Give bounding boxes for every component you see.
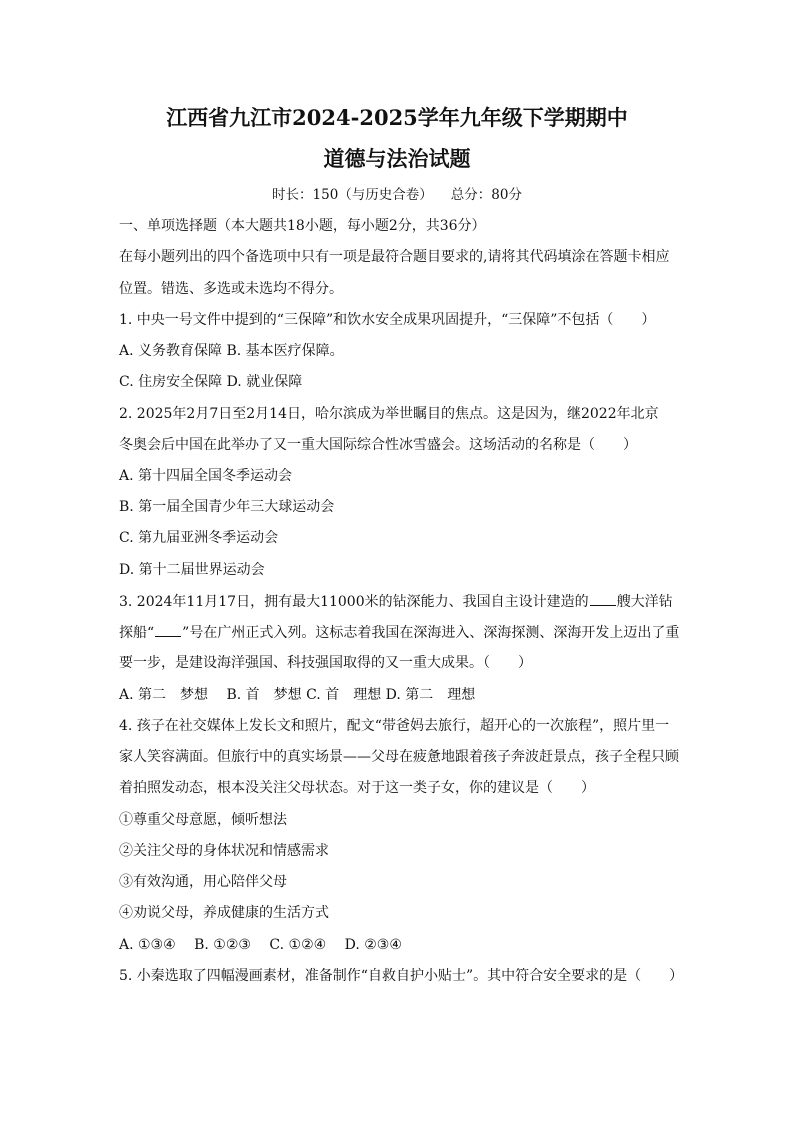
- section1-instruction-line1: 在每小题列出的四个备选项中只有一项是最符合题目要求的,请将其代码填涂在答题卡相应: [119, 249, 670, 265]
- q4-options: A. ①③④ B. ①②③ C. ①②④ D. ②③④: [119, 937, 402, 953]
- q2-option-a: A. 第十四届全国冬季运动会: [119, 468, 293, 484]
- exam-meta: [0, 185, 794, 205]
- exam-title-line1: 江西省九江市2024-2025学年九年级下学期期中: [166, 105, 628, 130]
- q5-stem: 5. 小秦选取了四幅漫画素材，准备制作“自救自护小贴士”。其中符合安全要求的是（ ）: [119, 968, 684, 984]
- q2-option-b: B. 第一届全国青少年三大球运动会: [119, 499, 335, 515]
- exam-title-line2: 道德与法治试题: [323, 146, 471, 171]
- q2-option-d: D. 第十二届世界运动会: [119, 562, 265, 578]
- q4-stem-line2: 家人笑容满面。但旅行中的真实场景——父母在疲惫地跟着孩子奔波赶景点，孩子全程只顾: [119, 749, 679, 765]
- q3-stem-line2: [119, 622, 679, 643]
- q4-item-2: ②关注父母的身体状况和情感需求: [119, 843, 329, 859]
- q4-item-3: ③有效沟通，用心陪伴父母: [119, 874, 287, 890]
- q1-stem: 1. 中央一号文件中提到的“三保障”和饮水安全成果巩固提升，“三保障”不包括（ ）: [119, 312, 656, 328]
- q2-option-c: C. 第九届亚洲冬季运动会: [119, 530, 279, 546]
- q3-blank-2: [155, 622, 181, 637]
- q1-options-line2: C. 住房安全保障 D. 就业保障: [119, 374, 303, 390]
- q1-options-line1: A. 义务教育保障 B. 基本医疗保障。: [119, 343, 344, 359]
- section1-instruction-line2: 位置。错选、多选或未选均不得分。: [119, 281, 343, 297]
- q3-stem-line2-part2: ”号在广州正式入列。这标志着我国在深海进入、深海探测、深海开发上迈出了重: [182, 625, 680, 641]
- q2-stem-line1: 2. 2025年2月7日至2月14日，哈尔滨成为举世瞩目的焦点。这是因为，继2022年北京: [119, 406, 659, 422]
- exam-total-score: 总分：80分: [450, 187, 522, 203]
- q3-options: A. 第二 梦想 B. 首 梦想 C. 首 理想 D. 第二 理想: [119, 687, 476, 703]
- q3-blank-1: [590, 591, 616, 606]
- section1-heading: 一、单项选择题（本大题共18小题，每小题2分，共36分）: [119, 218, 486, 234]
- q4-stem-line1: 4. 孩子在社交媒体上发长文和照片，配文“带爸妈去旅行，超开心的一次旅程”，照片里一: [119, 718, 670, 734]
- q4-stem-line3: 着拍照发动态，根本没关注父母状态。对于这一类子女，你的建议是（ ）: [119, 780, 595, 796]
- q3-stem-line1-part2: 艘大洋钻: [616, 594, 673, 610]
- exam-duration: 时长：150（与历史合卷）: [272, 187, 433, 203]
- q2-stem-line2: 冬奥会后中国在此举办了又一重大国际综合性冰雪盛会。这场活动的名称是（ ）: [119, 437, 637, 453]
- q4-item-1: ①尊重父母意愿，倾听想法: [119, 812, 287, 828]
- q3-stem-line1: [119, 591, 673, 612]
- q4-item-4: ④劝说父母，养成健康的生活方式: [119, 905, 329, 921]
- q3-stem-line1-part1: 3. 2024年11月17日，拥有最大11000米的钻深能力、我国自主设计建造的: [119, 594, 589, 610]
- q3-stem-line3: 要一步，是建设海洋强国、科技强国取得的又一重大成果。（ ）: [119, 655, 532, 671]
- q3-stem-line2-part1: 探船“: [119, 625, 155, 641]
